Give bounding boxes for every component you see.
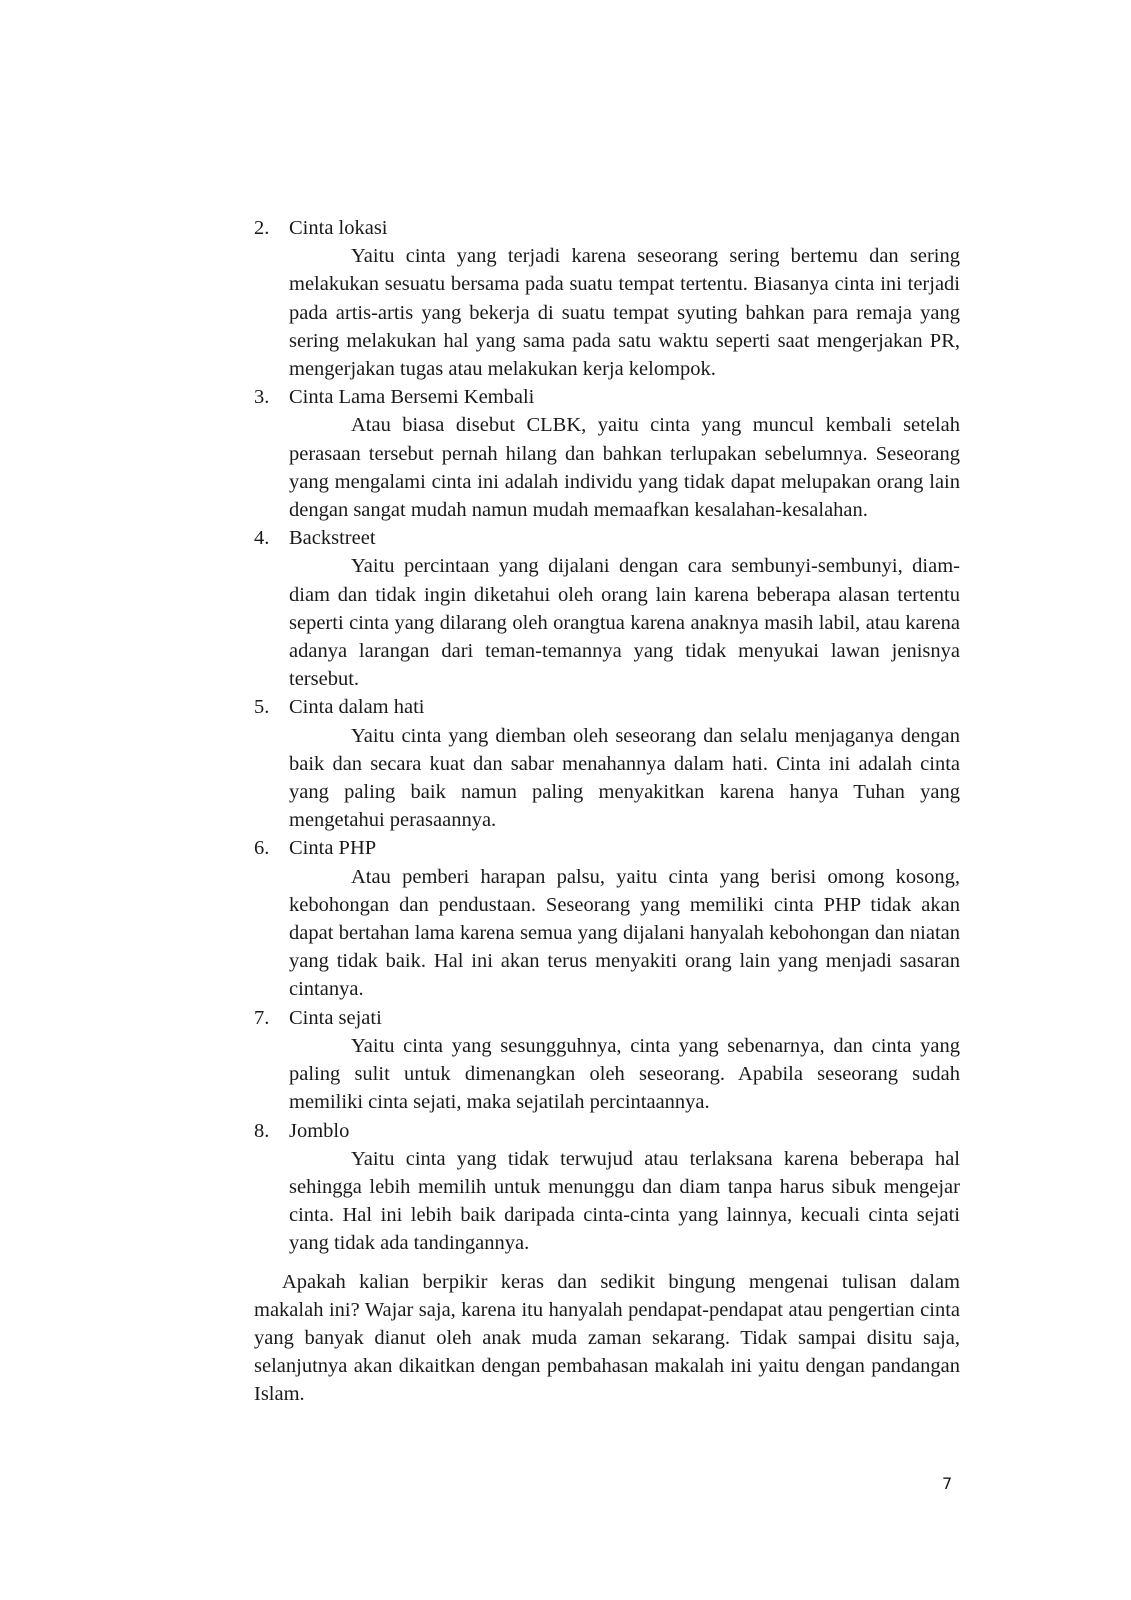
list-item-title: Cinta PHP (289, 837, 377, 860)
list-item-number: 4. (254, 527, 270, 550)
list-item-body: Yaitu cinta yang diemban oleh seseorang dan selalu menjaganya dengan baik dan secara kuat dan sabar menahannya dalam hati. Cinta ini adalah cinta yang paling baik namun paling menyakitkan karena hanya Tuhan yang mengetahui perasaannya. (289, 724, 960, 832)
list-item-number: 6. (254, 837, 270, 860)
list-item (254, 1117, 960, 1258)
list-item-body: Yaitu cinta yang sesungguhnya, cinta yang sebenarnya, dan cinta yang paling sulit untuk dimenangkan oleh seseorang. Apabila seseorang sudah memiliki cinta sejati, maka sejatilah percintaannya. (289, 1034, 960, 1114)
list-item-number: 5. (254, 696, 270, 719)
list-item-body: Yaitu cinta yang terjadi karena seseorang sering bertemu dan sering melakukan sesuatu bersama pada suatu tempat tertentu. Biasanya cinta ini terjadi pada artis-artis yang bekerja di suatu tempat syuting bahkan para remaja yang sering melakukan hal yang sama pada satu waktu seperti saat mengerjakan PR, mengerjakan tugas atau melakukan kerja kelompok. (289, 245, 960, 381)
list-item (254, 383, 960, 524)
page-number: 7 (942, 1474, 953, 1493)
list-item-title: Cinta lokasi (289, 217, 388, 239)
list-item (254, 214, 960, 383)
list-item (254, 1004, 960, 1117)
list-item-number: 8. (254, 1119, 270, 1142)
list-item (254, 693, 960, 834)
closing-paragraph: Apakah kalian berpikir keras dan sedikit bingung mengenai tulisan dalam makalah ini? Wajar saja, karena itu hanyalah pendapat-pendapat atau pengertian cinta yang banyak dianut oleh anak muda zaman sekarang. Tidak sampai disitu saja, selanjutnya akan dikaitkan dengan pembahasan makalah ini yaitu dengan pandangan Islam. (254, 1270, 960, 1406)
love-types-list (254, 214, 960, 1258)
document-page (254, 214, 960, 1429)
list-item (254, 524, 960, 693)
list-item-title: Cinta Lama Bersemi Kembali (289, 386, 535, 409)
list-item-body: Yaitu percintaan yang dijalani dengan cara sembunyi-sembunyi, diam-diam dan tidak ingin diketahui oleh orang lain karena beberapa alasan tertentu seperti cinta yang dilarang oleh orangtua karena anaknya masih labil, atau karena adanya larangan dari teman-temannya yang tidak menyukai lawan jenisnya tersebut. (289, 555, 960, 691)
list-item-number: 7. (254, 1006, 270, 1029)
list-item-title: Cinta sejati (289, 1006, 382, 1029)
list-item-body: Atau biasa disebut CLBK, yaitu cinta yang muncul kembali setelah perasaan tersebut pernah hilang dan bahkan terlupakan sebelumnya. Seseorang yang mengalami cinta ini adalah individu yang tidak dapat melupakan orang lain dengan sangat mudah namun mudah memaafkan kesalahan-kesalahan. (289, 414, 960, 522)
list-item (254, 834, 960, 1003)
list-item-body: Atau pemberi harapan palsu, yaitu cinta yang berisi omong kosong, kebohongan dan pendustaan. Seseorang yang memiliki cinta PHP tidak akan dapat bertahan lama karena semua yang dijalani hanyalah kebohongan dan niatan yang tidak baik. Hal ini akan terus menyakiti orang lain yang menjadi sasaran cintanya. (289, 865, 960, 1001)
list-item-title: Backstreet (289, 527, 376, 550)
list-item-body: Yaitu cinta yang tidak terwujud atau terlaksana karena beberapa hal sehingga lebih memilih untuk menunggu dan diam tanpa harus sibuk mengejar cinta. Hal ini lebih baik daripada cinta-cinta yang lainnya, kecuali cinta sejati yang tidak ada tandingannya. (289, 1147, 960, 1255)
list-item-number: 3. (254, 386, 270, 409)
list-item-number: 2. (254, 217, 270, 239)
list-item-title: Jomblo (289, 1119, 350, 1142)
list-item-title: Cinta dalam hati (289, 696, 425, 719)
